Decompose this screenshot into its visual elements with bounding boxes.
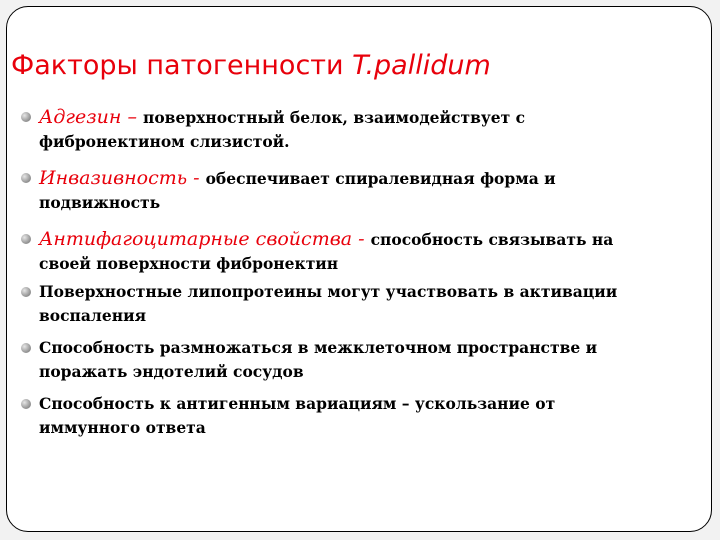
bullet-invasiveness bbox=[17, 166, 659, 215]
bullet-antigenic-variation bbox=[17, 392, 659, 440]
bullet-dot-icon bbox=[21, 112, 31, 122]
bullet-text: поверхностный белок, взаимодействует с фибронектином слизистой. bbox=[39, 108, 526, 151]
title-text: Факторы патогенности bbox=[11, 50, 353, 81]
bullet-text: обеспечивает спиралевидная форма и подвижность bbox=[39, 169, 556, 212]
bullet-adhesin bbox=[17, 105, 659, 154]
bullet-text: Способность размножаться в межклеточном пространстве и поражать эндотелий сосудов bbox=[39, 338, 598, 381]
bullet-separator: – bbox=[121, 106, 143, 128]
bullet-list bbox=[17, 105, 707, 440]
bullet-separator: - bbox=[187, 167, 206, 189]
bullet-dot-icon bbox=[21, 287, 31, 297]
bullet-term: Адгезин bbox=[39, 106, 122, 128]
title-organism: T.pallidum bbox=[352, 50, 491, 81]
bullet-text: Способность к антигенным вариациям – ускользание от иммунного ответа bbox=[39, 394, 556, 437]
bullet-separator: - bbox=[352, 228, 371, 250]
bullet-term: Антифагоцитарные свойства bbox=[39, 228, 353, 250]
bullet-dot-icon bbox=[21, 343, 31, 353]
bullet-term: Инвазивность bbox=[39, 167, 188, 189]
bullet-lipoproteins bbox=[17, 280, 659, 328]
slide-frame bbox=[6, 6, 712, 532]
bullet-dot-icon bbox=[21, 173, 31, 183]
bullet-text: Поверхностные липопротеины могут участвовать в активации воспаления bbox=[39, 282, 618, 325]
bullet-dot-icon bbox=[21, 234, 31, 244]
bullet-dot-icon bbox=[21, 399, 31, 409]
bullet-text: способность связывать на своей поверхности фибронектин bbox=[39, 230, 614, 273]
bullet-reproduction bbox=[17, 336, 659, 384]
bullet-antiphagocytic bbox=[17, 227, 659, 276]
slide-title bbox=[11, 47, 491, 85]
